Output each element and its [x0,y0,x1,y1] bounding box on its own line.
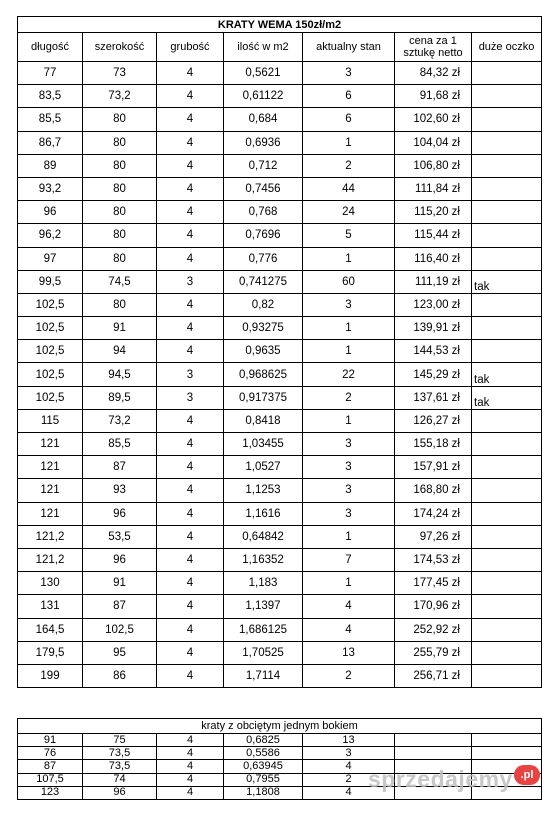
table-cell: 4 [157,618,224,641]
table-cell: 93 [83,479,157,502]
table-cell: 80 [83,177,157,200]
table-row [18,363,542,386]
table-cell: 1,0527 [224,456,303,479]
table-cell: 0,684 [224,108,303,131]
table-cell: 84,32 zł [395,62,472,85]
table-cell: 102,60 zł [395,108,472,131]
table-cell: 4 [157,62,224,85]
table-cell: 83,5 [18,85,83,108]
table-cell: 111,84 zł [395,177,472,200]
table-cell: 0,64842 [224,525,303,548]
table-cell: 97 [18,247,83,270]
table-cell: 199 [18,664,83,687]
table-cell: 3 [303,479,395,502]
table-cell: 4 [157,201,224,224]
table-cell: tak [472,386,542,409]
table-cell: 4 [157,154,224,177]
table-cell: 3 [157,386,224,409]
table-cell: 1 [303,247,395,270]
table-cell: 168,80 zł [395,479,472,502]
table-cell: 1,183 [224,572,303,595]
table-cell: 174,53 zł [395,548,472,571]
table-cell [472,525,542,548]
table-cell: 123 [18,786,83,799]
table-cell: 1 [303,131,395,154]
table-cell: 86,7 [18,131,83,154]
table-cell [472,224,542,247]
table-cell: 155,18 zł [395,433,472,456]
header-thickness: grubość [157,33,224,62]
table-row [18,293,542,316]
table-cell: 94,5 [83,363,157,386]
table-cell: 7 [303,548,395,571]
table-cell: 4 [157,479,224,502]
table-cell: 4 [157,224,224,247]
table-cell: 121,2 [18,548,83,571]
table-cell: 95 [83,641,157,664]
header-area: ilość w m2 [224,33,303,62]
table-title: KRATY WEMA 150zł/m2 [18,17,542,33]
table-cell: 121 [18,479,83,502]
table-cell: 102,5 [18,340,83,363]
table-cell: 87 [18,760,83,773]
table-cell: 85,5 [83,433,157,456]
table-cell: 77 [18,62,83,85]
table-row [18,641,542,664]
table-row [18,108,542,131]
table-cell: 91 [83,317,157,340]
table-row [18,618,542,641]
table-cell: 99,5 [18,270,83,293]
table-cell: 74 [83,773,157,786]
table-row [18,479,542,502]
table-cell [472,502,542,525]
table-row [18,62,542,85]
sub-table-title: kraty z obciętym jednym bokiem [18,719,542,734]
table-cell: 73,5 [83,760,157,773]
table-cell: 4 [157,664,224,687]
table-cell: 1,1397 [224,595,303,618]
table-row [18,747,542,760]
table-cell: 126,27 zł [395,409,472,432]
table-cell: 1 [303,317,395,340]
table-row [18,734,542,747]
table-row [18,154,542,177]
table-cell: 0,9635 [224,340,303,363]
table-cell: 73,5 [83,747,157,760]
table-cell: 121 [18,502,83,525]
table-row [18,177,542,200]
table-cell: 97,26 zł [395,525,472,548]
table-cell: 5 [303,224,395,247]
table-cell: 80 [83,224,157,247]
table-cell: 106,80 zł [395,154,472,177]
table-cell: 80 [83,154,157,177]
table-cell: 1 [303,409,395,432]
table-row [18,595,542,618]
table-cell: 179,5 [18,641,83,664]
table-cell: 0,5621 [224,62,303,85]
table-cell: 0,917375 [224,386,303,409]
table-cell: 96 [83,502,157,525]
table-cell: 1,70525 [224,641,303,664]
table-cell: 139,91 zł [395,317,472,340]
table-row [18,525,542,548]
table-row [18,664,542,687]
table-cell: 3 [303,456,395,479]
table-cell: 1,686125 [224,618,303,641]
table-cell: 107,5 [18,773,83,786]
table-cell: 87 [83,456,157,479]
table-cell: 53,5 [83,525,157,548]
table-cell: 89,5 [83,386,157,409]
table-cell: 6 [303,108,395,131]
table-row [18,317,542,340]
table-cell [472,131,542,154]
table-cell: 164,5 [18,618,83,641]
table-cell: 96 [83,786,157,799]
table-cell: 60 [303,270,395,293]
table-cell: 116,40 zł [395,247,472,270]
table-cell: 44 [303,177,395,200]
table-row [18,224,542,247]
table-cell: tak [472,270,542,293]
table-cell: 4 [157,293,224,316]
table-cell: 96 [18,201,83,224]
table-cell: 0,768 [224,201,303,224]
table-cell: 3 [157,270,224,293]
table-cell: 0,7456 [224,177,303,200]
table-cell: 4 [157,177,224,200]
table-cell: 115 [18,409,83,432]
table-cell: 73,2 [83,409,157,432]
table-cell: 85,5 [18,108,83,131]
table-cell: 96 [83,548,157,571]
table-cell [472,572,542,595]
table-cell: 102,5 [18,386,83,409]
table-row [18,340,542,363]
table-cell [472,317,542,340]
table-cell: 255,79 zł [395,641,472,664]
table-row [18,201,542,224]
table-cell: 0,82 [224,293,303,316]
table-cell: 3 [303,747,395,760]
table-cell: 1,03455 [224,433,303,456]
table-cell: 4 [157,595,224,618]
table-cell: 144,53 zł [395,340,472,363]
table-cell: 145,29 zł [395,363,472,386]
table-cell [472,664,542,687]
watermark-badge: .pl [514,765,540,785]
table-cell [472,734,542,747]
table-cell: 96,2 [18,224,83,247]
table-cell: 102,5 [18,293,83,316]
table-cell: 102,5 [18,363,83,386]
table-cell: 130 [18,572,83,595]
table-cell [472,548,542,571]
table-row [18,270,542,293]
header-price: cena za 1 sztukę netto [395,33,472,62]
table-cell [472,433,542,456]
table-cell [472,62,542,85]
table-cell: 0,63945 [224,760,303,773]
table-cell: 4 [157,317,224,340]
table-cell [472,247,542,270]
table-cell [472,409,542,432]
table-cell: 80 [83,293,157,316]
table-cell: 121,2 [18,525,83,548]
table-cell [395,747,472,760]
table-cell: 4 [157,409,224,432]
table-gap [17,709,542,714]
table-cell: 80 [83,108,157,131]
table-cell: 4 [157,786,224,799]
table-cell: 2 [303,664,395,687]
table-cell [472,479,542,502]
table-cell: 1,1253 [224,479,303,502]
table-cell: 1 [303,525,395,548]
table-cell: 131 [18,595,83,618]
table-cell: 4 [157,340,224,363]
table-cell: 4 [157,760,224,773]
table-cell: 174,24 zł [395,502,472,525]
table-cell: 74,5 [83,270,157,293]
table-row [18,502,542,525]
table-cell: 1 [303,572,395,595]
table-row [18,572,542,595]
table-cell: 89 [18,154,83,177]
table-cell: 4 [157,108,224,131]
table-row [18,409,542,432]
table-cell: 123,00 zł [395,293,472,316]
table-cell [472,154,542,177]
table-cell: 1,1808 [224,786,303,799]
table-cell: 0,8418 [224,409,303,432]
table-cell: 91 [83,572,157,595]
table-cell: 137,61 zł [395,386,472,409]
table-row [18,85,542,108]
header-stock: aktualny stan [303,33,395,62]
table-cell: 1,7114 [224,664,303,687]
table-cell [472,747,542,760]
table-cell: 170,96 zł [395,595,472,618]
table-cell: 94 [83,340,157,363]
table-cell: 115,20 zł [395,201,472,224]
table-cell: 4 [157,747,224,760]
table-cell [472,177,542,200]
table-cell: 91 [18,734,83,747]
table-cell: 4 [157,131,224,154]
table-cell: 1,16352 [224,548,303,571]
header-length: długość [18,33,83,62]
table-cell: 0,741275 [224,270,303,293]
table-cell: 4 [157,456,224,479]
table-cell: 0,776 [224,247,303,270]
table-cell [472,293,542,316]
table-cell: 73 [83,62,157,85]
table-cell: 0,7955 [224,773,303,786]
table-cell [472,618,542,641]
table-cell: 13 [303,734,395,747]
table-cell: 4 [157,734,224,747]
table-cell: 80 [83,247,157,270]
table-cell: 4 [157,85,224,108]
table-cell: 73,2 [83,85,157,108]
table-row [18,386,542,409]
table-cell [472,641,542,664]
table-cell [472,595,542,618]
table-cell: 4 [157,641,224,664]
table-cell: 4 [157,773,224,786]
table-cell: 0,968625 [224,363,303,386]
table-cell [472,108,542,131]
table-cell [395,734,472,747]
table-cell [472,456,542,479]
table-cell: 4 [157,247,224,270]
table-cell: 102,5 [83,618,157,641]
table-cell: 4 [157,502,224,525]
table-cell: 0,5586 [224,747,303,760]
table-cell: 4 [157,572,224,595]
table-cell: 4 [303,595,395,618]
table-cell: 121 [18,433,83,456]
table-cell: 4 [157,525,224,548]
table-row [18,247,542,270]
table-cell: 91,68 zł [395,85,472,108]
table-cell: 4 [303,786,395,799]
table-cell: 3 [303,62,395,85]
table-cell: 102,5 [18,317,83,340]
table-row [18,548,542,571]
table-cell [472,340,542,363]
table-cell: 0,6936 [224,131,303,154]
header-large-mesh: duże oczko [472,33,542,62]
table-cell: 3 [157,363,224,386]
table-cell: 4 [303,760,395,773]
table-cell: 0,712 [224,154,303,177]
table-cell: 3 [303,433,395,456]
table-cell: 0,93275 [224,317,303,340]
header-row [18,33,542,62]
table-cell: 3 [303,502,395,525]
table-cell [472,85,542,108]
table-cell: 4 [303,618,395,641]
table-cell: 256,71 zł [395,664,472,687]
table-cell: 177,45 zł [395,572,472,595]
table-cell: 252,92 zł [395,618,472,641]
table-cell: 2 [303,386,395,409]
table-cell: 1,1616 [224,502,303,525]
table-cell: 115,44 zł [395,224,472,247]
table-cell: 93,2 [18,177,83,200]
table-cell: 4 [157,548,224,571]
table-cell: 157,91 zł [395,456,472,479]
table-cell: 3 [303,293,395,316]
table-cell: 121 [18,456,83,479]
table-cell: 0,61122 [224,85,303,108]
table-cell: 6 [303,85,395,108]
table-cell: 104,04 zł [395,131,472,154]
table-cell: 13 [303,641,395,664]
table-cell: 22 [303,363,395,386]
price-table [17,16,542,688]
table-cell: 0,6825 [224,734,303,747]
header-width: szerokość [83,33,157,62]
table-row [18,456,542,479]
table-cell: 80 [83,201,157,224]
table-cell [472,201,542,224]
table-cell: 4 [157,433,224,456]
table-cell: 2 [303,773,395,786]
table-cell: 24 [303,201,395,224]
watermark-logo: sprzedajemy [368,766,513,792]
table-row [18,131,542,154]
table-cell: 76 [18,747,83,760]
table-cell: 1 [303,340,395,363]
table-cell: 2 [303,154,395,177]
table-cell: 111,19 zł [395,270,472,293]
table-cell: 75 [83,734,157,747]
table-cell: 80 [83,131,157,154]
table-cell: tak [472,363,542,386]
table-cell: 86 [83,664,157,687]
table-cell: 0,7696 [224,224,303,247]
table-cell: 87 [83,595,157,618]
table-row [18,433,542,456]
